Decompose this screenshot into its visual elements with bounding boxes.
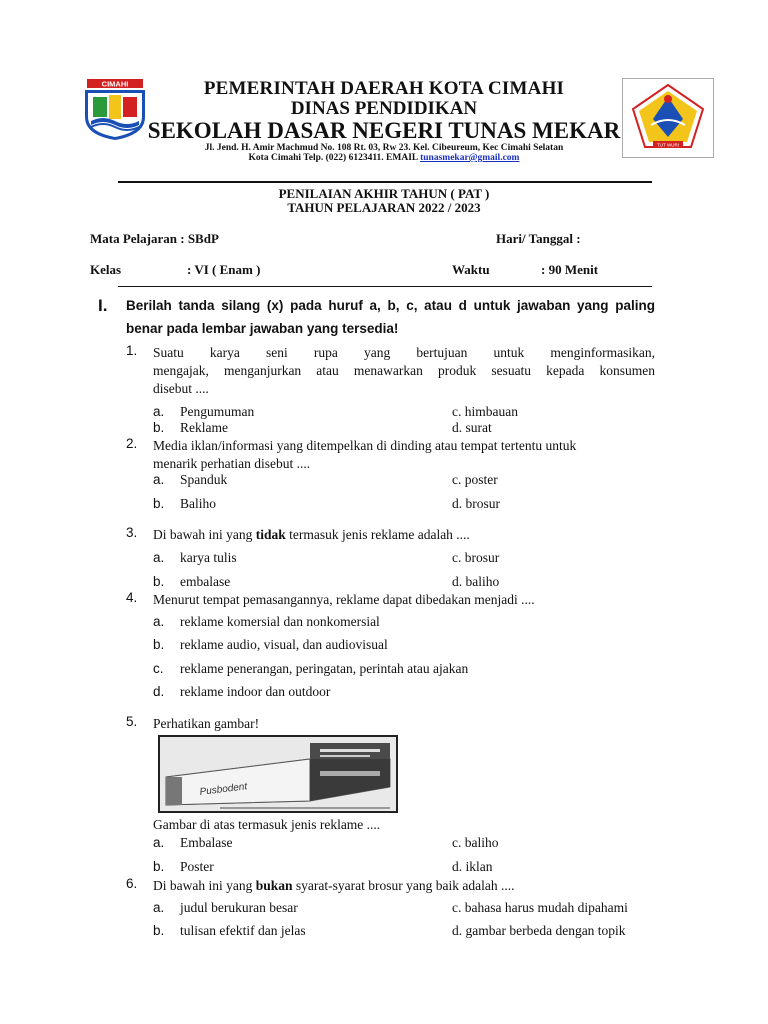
office-heading: DINAS PENDIDIKAN (290, 98, 478, 119)
exam-year: TAHUN PELAJARAN 2022 / 2023 (287, 200, 481, 215)
question-6-option-c[interactable]: c. bahasa harus mudah dipahami (452, 900, 628, 915)
instruction-line-1: Berilah tanda silang (x) pada huruf a, b, c, atau d untuk jawaban yang paling (126, 298, 655, 313)
question-3-post: termasuk jenis reklame adalah .... (285, 527, 470, 542)
logo-right-label: TUT WURI (657, 142, 679, 148)
question-number: 2. (126, 436, 138, 451)
option-letter-a: a. (153, 550, 165, 565)
question-6-pre: Di bawah ini yang (153, 878, 256, 893)
date-label: Hari/ Tanggal : (496, 231, 581, 246)
question-1-option-d[interactable]: d. surat (452, 420, 492, 435)
question-3-emphasis: tidak (255, 527, 286, 542)
question-5-option-c[interactable]: c. baliho (452, 835, 499, 850)
question-4-option-a[interactable]: reklame komersial dan nonkomersial (180, 614, 380, 629)
logo-left-label: CIMAHI (101, 79, 129, 89)
govt-heading: PEMERINTAH DAERAH KOTA CIMAHI (203, 78, 565, 99)
question-2-option-d[interactable]: d. brosur (452, 496, 500, 511)
option-letter-b: b. (153, 420, 165, 435)
question-number: 1. (126, 343, 138, 358)
question-number: 6. (126, 876, 138, 891)
question-2-line-2: menarik perhatian disebut .... (153, 456, 311, 471)
option-letter-d: d. (153, 684, 165, 699)
question-6-option-b[interactable]: tulisan efektif dan jelas (180, 923, 306, 938)
option-letter-b: b. (153, 923, 165, 938)
question-1-option-c[interactable]: c. himbauan (452, 404, 518, 419)
instruction-line-2: benar pada lembar jawaban yang tersedia! (126, 321, 399, 336)
option-letter-b: b. (153, 859, 165, 874)
question-5-prompt: Gambar di atas termasuk jenis reklame .... (153, 817, 381, 832)
toothpaste-package-image (158, 735, 398, 813)
question-6-post: syarat-syarat brosur yang baik adalah .... (292, 878, 515, 893)
question-4-option-d[interactable]: reklame indoor dan outdoor (180, 684, 331, 699)
question-1-option-b[interactable]: Reklame (180, 420, 228, 435)
tut-wuri-logo (622, 78, 714, 158)
question-6-text (153, 876, 655, 895)
question-3-text (153, 525, 655, 544)
question-number: 4. (126, 590, 138, 605)
question-5-option-d[interactable]: d. iklan (452, 859, 493, 874)
question-5-option-a[interactable]: Embalase (180, 835, 233, 850)
question-4-text: Menurut tempat pemasangannya, reklame dapat dibedakan menjadi .... (153, 592, 535, 607)
package-brand: Pusbodent (199, 781, 248, 798)
question-number: 5. (126, 714, 138, 729)
question-5-text: Perhatikan gambar! (153, 716, 260, 731)
option-letter-c: c. (153, 661, 164, 676)
class-label: Kelas (90, 262, 122, 277)
time-value: : 90 Menit (541, 262, 599, 277)
subject-label: Mata Pelajaran : SBdP (90, 231, 219, 246)
option-letter-b: b. (153, 496, 165, 511)
question-3-option-a[interactable]: karya tulis (180, 550, 237, 565)
exam-title: PENILAIAN AKHIR TAHUN ( PAT ) (278, 186, 490, 201)
question-4-option-c[interactable]: reklame penerangan, peringatan, perintah atau ajakan (180, 661, 469, 676)
question-3-pre: Di bawah ini yang (153, 527, 256, 542)
question-1-line-2: mengajak, menganjurkan atau menawarkan produk sesuatu kepada konsumen (153, 363, 655, 378)
section-number: I. (98, 296, 108, 315)
school-name: SEKOLAH DASAR NEGERI TUNAS MEKAR (147, 118, 621, 143)
question-number: 3. (126, 525, 138, 540)
option-letter-a: a. (153, 835, 165, 850)
question-3-option-b[interactable]: embalase (180, 574, 231, 589)
question-3-option-c[interactable]: c. brosur (452, 550, 500, 565)
option-letter-a: a. (153, 900, 165, 915)
question-2-line-1: Media iklan/informasi yang ditempelkan di dinding atau tempat tertentu untuk (153, 438, 577, 453)
question-2-option-b[interactable]: Baliho (180, 496, 216, 511)
option-letter-b: b. (153, 637, 165, 652)
question-2-option-a[interactable]: Spanduk (180, 472, 228, 487)
contact-prefix: Kota Cimahi Telp. (022) 6123411. EMAIL (248, 153, 421, 163)
email-link[interactable]: tunasmekar@gmail.com (420, 153, 520, 163)
question-2-option-c[interactable]: c. poster (452, 472, 498, 487)
question-6-option-a[interactable]: judul berukuran besar (180, 900, 298, 915)
school-address: Jl. Jend. H. Amir Machmud No. 108 Rt. 03, Rw 23. Kel. Cibeureum, Kec Cimahi Selatan (204, 143, 564, 153)
question-1-line-3: disebut .... (153, 381, 209, 396)
class-value: : VI ( Enam ) (187, 262, 261, 277)
question-6-emphasis: bukan (255, 878, 293, 893)
option-letter-a: a. (153, 404, 165, 419)
question-5-option-b[interactable]: Poster (180, 859, 214, 874)
question-1-option-a[interactable]: Pengumuman (180, 404, 255, 419)
option-letter-a: a. (153, 614, 165, 629)
option-letter-a: a. (153, 472, 165, 487)
question-3-option-d[interactable]: d. baliho (452, 574, 500, 589)
question-1-line-1: Suatu karya seni rupa yang bertujuan untuk menginformasikan, (153, 345, 655, 360)
question-6-option-d[interactable]: d. gambar berbeda dengan topik (452, 923, 626, 938)
question-4-option-b[interactable]: reklame audio, visual, dan audiovisual (180, 637, 388, 652)
time-label: Waktu (452, 262, 490, 277)
option-letter-b: b. (153, 574, 165, 589)
info-divider (118, 286, 652, 287)
header-divider (118, 181, 652, 183)
